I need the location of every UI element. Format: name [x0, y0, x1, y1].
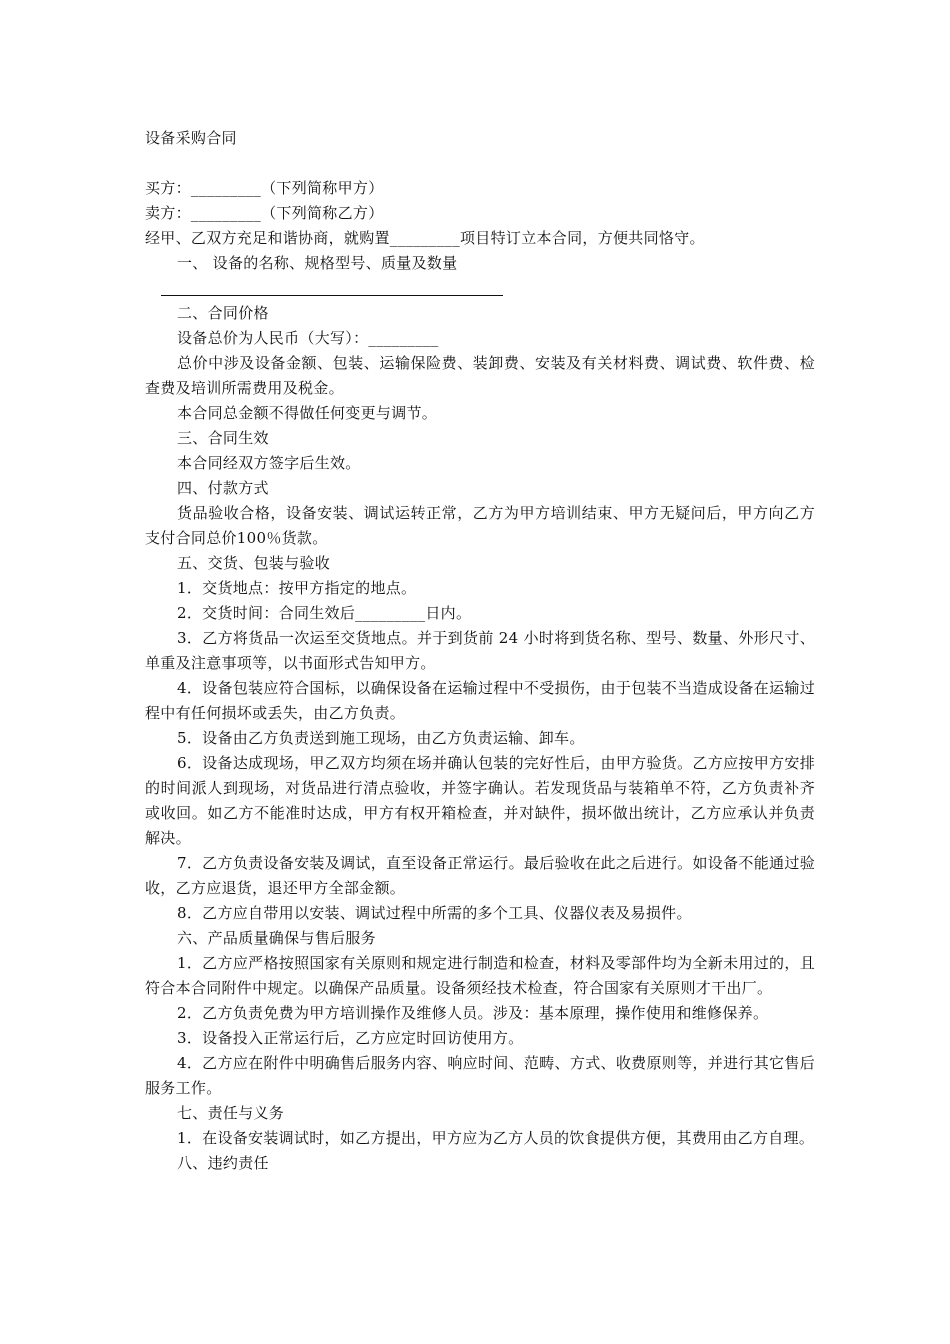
- quality-clause-1: 1．乙方应严格按照国家有关原则和规定进行制造和检查，材料及零部件均为全新未用过的，且符合本合同附件中规定。以确保产品质量。设备须经技术检查，符合国家有关原则才干出厂。: [145, 954, 815, 997]
- preamble: 经甲、乙双方充足和谐协商，就购置_________项目特订立本合同，方便共同恪守。: [145, 229, 705, 247]
- effect-paragraph: 本合同经双方签字后生效。: [177, 454, 361, 472]
- delivery-clause-3: 3．乙方将货品一次运至交货地点。并于到货前 24 小时将到货名称、型号、数量、外形尺寸、单重及注意事项等，以书面形式告知甲方。: [145, 629, 815, 672]
- delivery-clause-4: 4．设备包装应符合国标，以确保设备在运输过程中不受损伤，由于包装不当造成设备在运输过程中有任何损坏或丢失，由乙方负责。: [145, 679, 815, 722]
- equipment-fill-in-line: [145, 276, 815, 301]
- seller-line: 卖方：_________（下列简称乙方）: [145, 204, 384, 222]
- price-fixed-paragraph: 本合同总金额不得做任何变更与调节。: [177, 404, 438, 422]
- delivery-clause-2: 2．交货时间：合同生效后_________日内。: [177, 604, 472, 622]
- blank-underline: [161, 295, 503, 296]
- contract-body: [145, 126, 815, 1176]
- document-title: 设备采购合同: [145, 129, 237, 147]
- quality-clause-3: 3．设备投入正常运行后，乙方应定时回访使用方。: [177, 1029, 524, 1047]
- total-price-line: 设备总价为人民币（大写）：_________: [177, 329, 439, 347]
- price-scope-paragraph: 总价中涉及设备金额、包装、运输保险费、装卸费、安装及有关材料费、调试费、软件费、检查费及培训所需费用及税金。: [145, 354, 815, 397]
- blank-line: [145, 151, 815, 176]
- quality-clause-4: 4．乙方应在附件中明确售后服务内容、响应时间、范畴、方式、收费原则等，并进行其它售后服务工作。: [145, 1054, 815, 1097]
- payment-paragraph: 货品验收合格，设备安装、调试运转正常，乙方为甲方培训结束、甲方无疑问后，甲方向乙方支付合同总价100％货款。: [145, 504, 815, 547]
- quality-clause-2: 2．乙方负责免费为甲方培训操作及维修人员。涉及：基本原理，操作使用和维修保养。: [177, 1004, 769, 1022]
- section-heading-payment: 四、付款方式: [177, 479, 269, 497]
- duties-clause-1: 1．在设备安装调试时，如乙方提出，甲方应为乙方人员的饮食提供方便，其费用由乙方自理。: [177, 1129, 815, 1147]
- section-heading-quality: 六、产品质量确保与售后服务: [177, 929, 376, 947]
- section-heading-duties: 七、责任与义务: [177, 1104, 285, 1122]
- section-heading-price: 二、合同价格: [177, 304, 269, 322]
- delivery-clause-5: 5．设备由乙方负责送到施工现场，由乙方负责运输、卸车。: [177, 729, 585, 747]
- section-heading-liability: 八、违约责任: [177, 1154, 269, 1172]
- buyer-line: 买方：_________（下列简称甲方）: [145, 179, 384, 197]
- delivery-clause-8: 8．乙方应自带用以安装、调试过程中所需的多个工具、仪器仪表及易损件。: [177, 904, 692, 922]
- delivery-clause-6: 6．设备达成现场，甲乙双方均须在场并确认包装的完好性后，由甲方验货。乙方应按甲方安排的时间派人到现场，对货品进行清点验收，并签字确认。若发现货品与装箱单不符，乙方负责补齐或收回。如乙方不能准时达成，甲方有权开箱检查，并对缺件，损坏做出统计，乙方应承认并负责解决。: [145, 754, 815, 847]
- delivery-clause-7: 7．乙方负责设备安装及调试，直至设备正常运行。最后验收在此之后进行。如设备不能通过验收，乙方应退货，退还甲方全部金额。: [145, 854, 815, 897]
- section-heading-effect: 三、合同生效: [177, 429, 269, 447]
- section-heading-equipment: 一、 设备的名称、规格型号、质量及数量: [177, 254, 458, 272]
- delivery-clause-1: 1．交货地点：按甲方指定的地点。: [177, 579, 417, 597]
- section-heading-delivery: 五、交货、包装与验收: [177, 554, 331, 572]
